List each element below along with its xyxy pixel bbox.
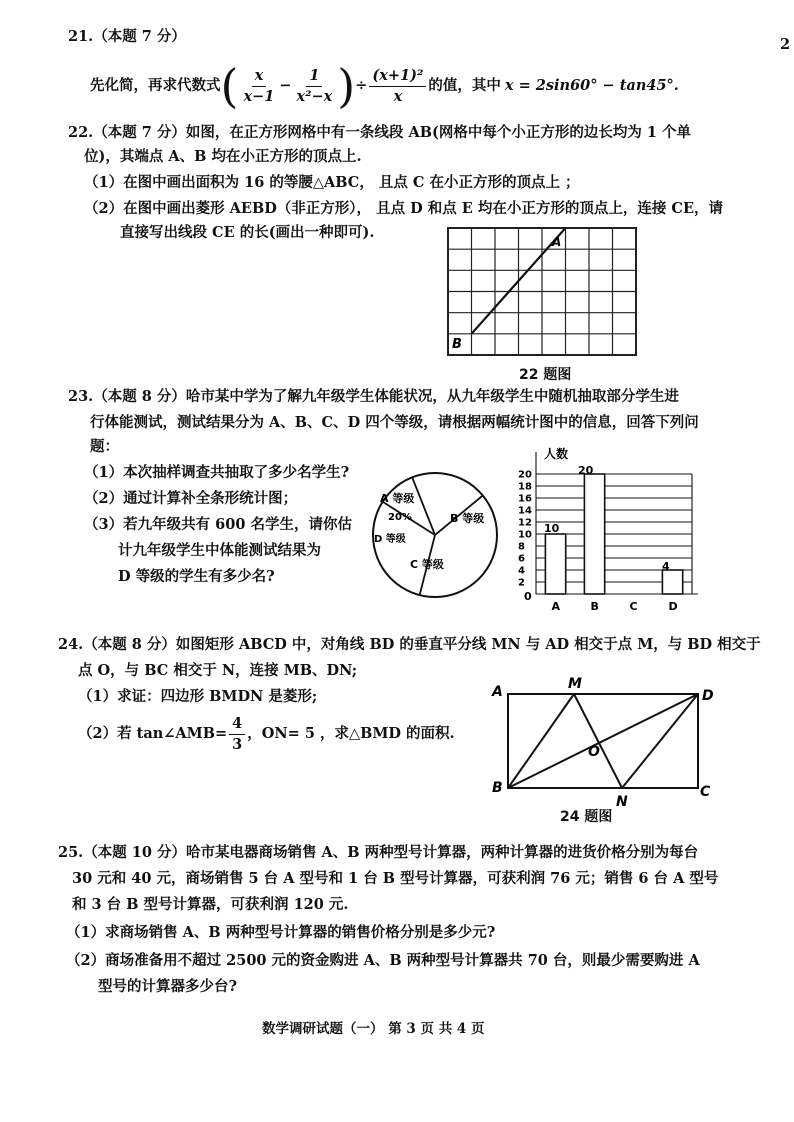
q21-condition: x = 2sin60° − tan45°. — [504, 77, 679, 94]
label-a: A — [492, 684, 503, 700]
fraction-3-numerator: (x+1)² — [369, 66, 426, 87]
page-corner-mark: 2 — [780, 36, 791, 53]
minus-sign: − — [279, 77, 292, 94]
point-a-label: A — [552, 235, 562, 249]
bar-x-tick-label: B — [590, 600, 599, 613]
left-paren: ( — [220, 59, 239, 113]
bar-A — [545, 534, 565, 594]
bar-chart-origin: 0 — [524, 590, 532, 603]
fraction-1-denominator: x−1 — [243, 87, 275, 105]
q25-part-2a: （2）商场准备用不超过 2500 元的资金购进 A、B 两种型号计算器共 70 台，则最少需要购进 A — [66, 952, 700, 969]
pie-chart — [368, 468, 502, 602]
label-m: M — [568, 676, 582, 692]
page-footer: 数学调研试题（一） 第 3 页 共 4 页 — [262, 1021, 485, 1037]
bar-y-tick-label: 16 — [518, 493, 532, 505]
bar-y-tick-label: 2 — [518, 577, 525, 589]
label-o: O — [588, 744, 600, 760]
fraction-2-numerator: 1 — [306, 66, 322, 87]
pie-label-d: D 等级 — [374, 534, 406, 545]
q24-part-2-suffix: ，ON= 5 ，求△BMD 的面积. — [247, 725, 455, 742]
bar-chart-ylabel: 人数 — [544, 447, 569, 461]
label-c: C — [700, 784, 711, 800]
bar-d-value-label: 4 — [662, 560, 670, 573]
diagonal-bd — [508, 694, 698, 788]
q22-line-1: 22.（本题 7 分）如图，在正方形网格中有一条线段 AB(网格中每个小正方形的边长均为 1 个单 — [68, 124, 692, 141]
square-grid — [448, 228, 636, 355]
q24-line-2: 点 O，与 BC 相交于 N，连接 MB、DN; — [78, 662, 358, 679]
bar-x-tick-label: D — [668, 600, 678, 613]
q24-fraction-denominator: 3 — [232, 735, 243, 753]
q23-line-2: 行体能测试，测试结果分为 A、B、C、D 四个等级，请根据两幅统计图中的信息，回答下列问 — [90, 414, 699, 431]
fraction-3-denominator: x — [393, 87, 403, 105]
bar-x-tick-label: C — [629, 600, 638, 613]
q24-caption: 24 题图 — [560, 809, 613, 825]
point-b-label: B — [452, 337, 462, 352]
q22-part-2: （2）在图中画出菱形 AEBD（非正方形）， 且点 D 和点 E 均在小正方形的顶点上，连接 CE，请 — [84, 200, 724, 217]
q22-caption: 22 题图 — [519, 367, 572, 383]
bar-y-tick-label: 8 — [518, 541, 525, 553]
right-paren: ) — [337, 59, 356, 113]
q23-part-1: （1）本次抽样调查共抽取了多少名学生? — [84, 464, 350, 481]
q24-fraction-numerator: 4 — [229, 714, 245, 735]
q25-line-1: 25.（本题 10 分）哈市某电器商场销售 A、B 两种型号计算器，两种计算器的进货价格分别为每台 — [58, 844, 699, 861]
q23-part-2: （2）通过计算补全条形统计图； — [84, 490, 298, 507]
bar-D — [662, 570, 682, 594]
division-sign: ÷ — [355, 77, 368, 94]
q23-part-3b: 计九年级学生中体能测试结果为 — [118, 542, 321, 559]
line-mn — [574, 694, 622, 788]
q22-line-2: 位)，其端点 A、B 均在小正方形的顶点上. — [84, 148, 362, 165]
bar-b-value-label: 20 — [578, 464, 594, 477]
q22-part-2-cont: 直接写出线段 CE 的长(画出一种即可). — [120, 224, 375, 241]
q22-grid-figure — [440, 222, 650, 362]
fraction-3 — [369, 66, 426, 107]
pie-label-a-pct: 20% — [388, 512, 412, 523]
q21-heading: 21.（本题 7 分） — [68, 28, 186, 45]
q23-line-1: 23.（本题 8 分）哈市某中学为了解九年级学生体能状况，从九年级学生中随机抽取部分学生进 — [68, 388, 679, 405]
q24-rectangle-figure — [486, 672, 726, 812]
pie-label-b: B 等级 — [450, 512, 485, 525]
q23-part-3a: （3）若九年级共有 600 名学生，请你估 — [84, 516, 352, 533]
q21-tail: 的值，其中 — [428, 77, 501, 94]
q23-part-3c: D 等级的学生有多少名? — [118, 568, 275, 585]
q25-line-2: 30 元和 40 元，商场销售 5 台 A 型号和 1 台 B 型号计算器，可获利润 76 元；销售 6 台 A 型号 — [72, 870, 719, 887]
fraction-2 — [294, 66, 336, 107]
pie-label-a: A 等级 — [380, 492, 415, 505]
q21-lead: 先化简，再求代数式 — [90, 77, 221, 94]
label-d: D — [702, 688, 714, 704]
bar-y-tick-label: 20 — [518, 469, 532, 481]
q25-line-3: 和 3 台 B 型号计算器，可获利润 120 元. — [72, 896, 349, 913]
q24-line-1: 24.（本题 8 分）如图矩形 ABCD 中，对角线 BD 的垂直平分线 MN 与 AD 相交于点 M，与 BD 相交于 — [58, 636, 761, 653]
pie-label-c: C 等级 — [410, 558, 444, 571]
bar-y-tick-label: 4 — [518, 565, 525, 577]
q23-line-3: 题： — [90, 438, 119, 455]
fraction-2-denominator: x²−x — [296, 87, 333, 105]
q24-part-2-prefix: （2）若 tan∠AMB= — [78, 725, 228, 742]
q24-part-2 — [78, 710, 455, 758]
bar-y-tick-label: 6 — [518, 553, 525, 565]
bar-y-tick-label: 18 — [518, 481, 532, 493]
bar-B — [584, 474, 604, 594]
q25-part-2b: 型号的计算器多少台? — [98, 978, 237, 995]
bar-a-value-label: 10 — [544, 522, 560, 535]
q24-part-1: （1）求证：四边形 BMDN 是菱形; — [78, 688, 318, 705]
label-n: N — [616, 794, 628, 810]
bar-chart — [510, 444, 706, 616]
q24-fraction — [229, 714, 245, 755]
label-b: B — [492, 780, 503, 796]
q22-part-1: （1）在图中画出面积为 16 的等腰△ABC， 且点 C 在小正方形的顶点上 ； — [84, 174, 580, 191]
q25-part-1: （1）求商场销售 A、B 两种型号计算器的销售价格分别是多少元? — [66, 924, 496, 941]
bar-y-tick-label: 12 — [518, 517, 532, 529]
fraction-1 — [240, 66, 277, 107]
bar-y-tick-label: 14 — [518, 505, 532, 517]
q21-expression — [90, 58, 679, 114]
fraction-1-numerator: x — [252, 66, 267, 87]
line-mb — [508, 694, 574, 788]
bar-x-tick-label: A — [551, 600, 561, 613]
bar-y-tick-label: 10 — [518, 529, 532, 541]
line-dn — [622, 694, 698, 788]
